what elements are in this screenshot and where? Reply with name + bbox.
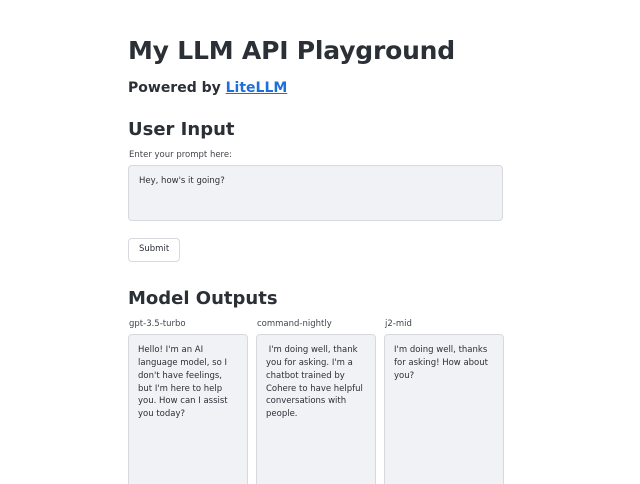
powered-by-text: Powered by (128, 80, 226, 96)
output-column-gpt-3-5-turbo (128, 319, 248, 484)
output-text-j2-mid[interactable] (384, 334, 504, 484)
output-label-command-nightly: command-nightly (257, 319, 332, 330)
page-title: My LLM API Playground (128, 36, 455, 65)
output-column-command-nightly (256, 319, 376, 484)
powered-by-line (128, 80, 512, 97)
output-text-gpt-3-5-turbo[interactable] (128, 334, 248, 484)
prompt-input[interactable] (128, 165, 503, 221)
model-outputs-heading: Model Outputs (128, 287, 278, 309)
litellm-link[interactable]: LiteLLM (225, 80, 288, 96)
output-text-command-nightly[interactable] (256, 334, 376, 484)
submit-row (128, 236, 512, 261)
submit-button[interactable]: Submit (128, 238, 180, 261)
output-label-j2-mid: j2-mid (385, 319, 412, 330)
output-column-j2-mid (384, 319, 504, 484)
model-outputs-grid (128, 319, 512, 484)
user-input-heading: User Input (128, 118, 235, 140)
output-label-gpt-3-5-turbo: gpt-3.5-turbo (129, 319, 186, 330)
prompt-label: Enter your prompt here: (129, 150, 232, 161)
